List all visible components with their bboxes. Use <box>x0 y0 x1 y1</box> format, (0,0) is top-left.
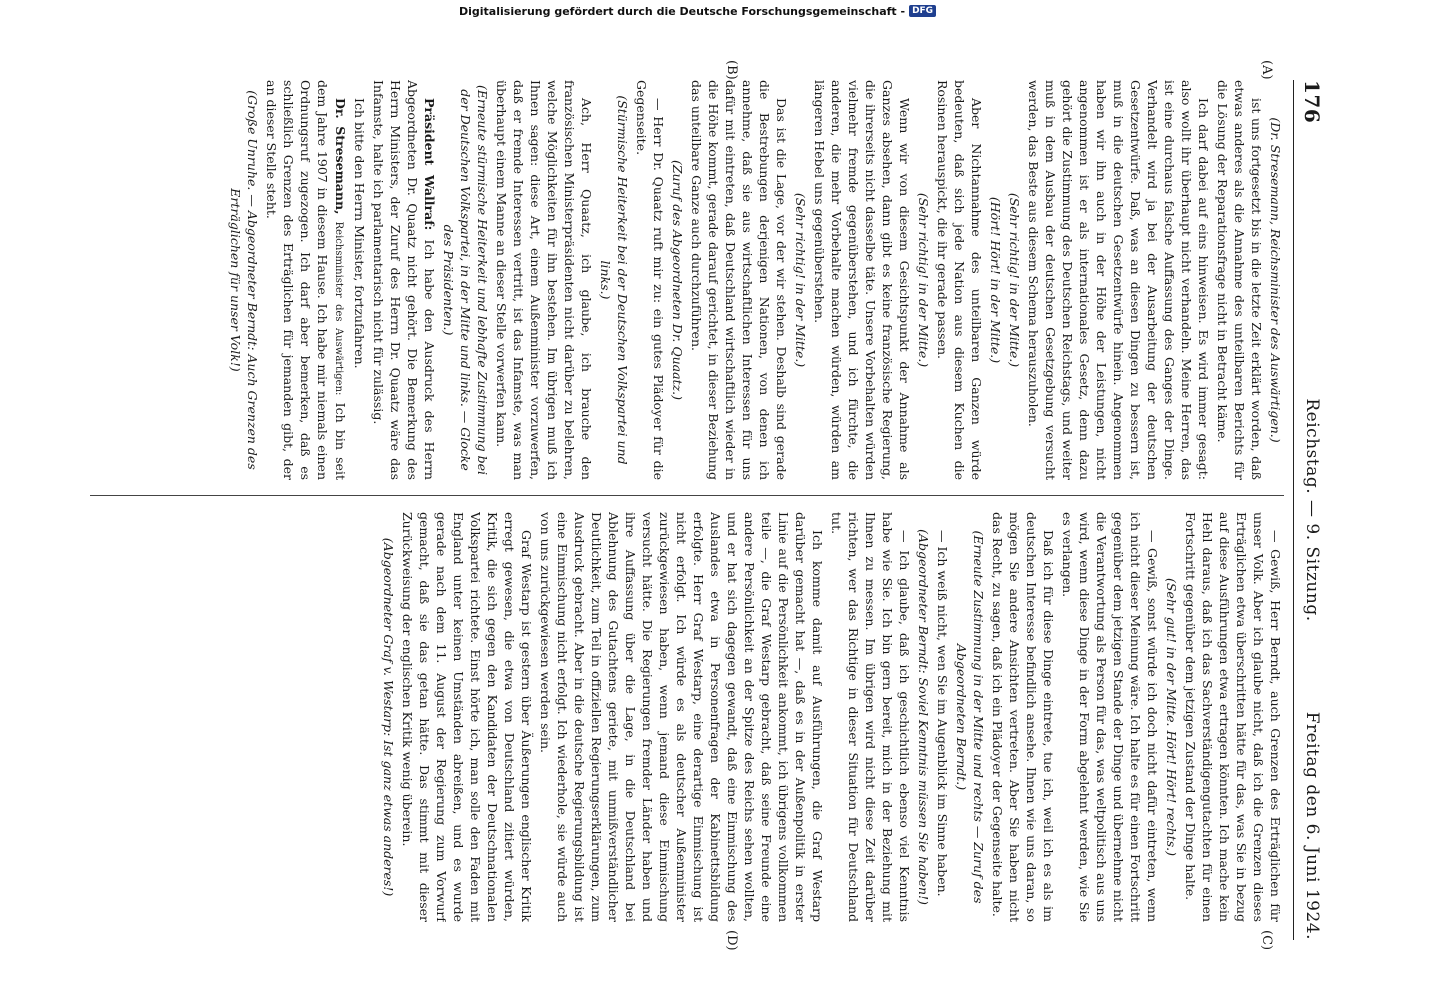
interjection: (Große Unruhe. — Abgeordneter Berndt: Auch Grenzen des Erträglichen für unser Volk!) <box>228 90 261 470</box>
paragraph: Graf Westarp ist gestern über Äußerungen englischer Kritik erregt gewesen, die etwa von Deutschland zitiert würden, Kritik, die sich gegen den Kandidaten der Deutschnationalen Volkspartei richtete. Einst hörte ich, man solle den Faden mit England unter keinen Umständen abreißen, und es wurde gerade nach dem 11. August der Regierung zum Vorwurf gemacht, daß sie das getan hätte. Das stimmt mit dieser Zurückweisung der englischen Kritik wenig überein. <box>400 512 534 922</box>
credit-text: Digitalisierung gefördert durch die Deutsche Forschungsgemeinschaft - <box>459 4 906 18</box>
interjection: (Sehr richtig! in der Mitte.) <box>916 192 931 368</box>
margin-marker-c: (C) <box>1259 930 1274 951</box>
paragraph: — Herr Dr. Quaatz ruft mir zu: ein gutes Plädoyer für die Gegenseite. <box>634 80 666 480</box>
paragraph: Das ist die Lage, vor der wir stehen. Deshalb sind gerade die Bestrebungen derjenigen Nationen, von denen ich annehme, daß sie aus wirtschaftlichen Interessen für uns dafür mit eintreten, daß Deutschland wirtschaftlich wieder in die Höhe kommt, gerade darauf gerichtet, in dieser Beziehung das unteilbare Ganze auch durchzuführen. <box>689 80 789 480</box>
interjection: (Erneute Zustimmung in der Mitte und rechts — Zuruf des Abgeordneten Berndt.) <box>954 530 986 904</box>
speaker-name: Präsident Wallraf: <box>422 98 437 231</box>
speech-text: Ich habe den Ausdruck des Herrn Abgeordneten Dr. Quaatz nicht gehört. Die Bemerkung des Herrn Ministers, der Zuruf des Herrn Dr. Quaatz wäre das Infamste, halte ich parlamentarisch nicht für zulässig. <box>371 80 437 480</box>
speaker-role: Reichsminister des Auswärtigen: <box>333 221 344 396</box>
paragraph: — Gewiß, Herr Berndt, auch Grenzen des Erträglichen für unser Volk. Aber ich glaube nicht, daß ich die Grenzen dieses Erträglichen etwa überschritten hätte für das, was Sie in bezug auf diese Ausführungen etwa ertragen könnten. Ich mache kein Hehl daraus, daß ich das Sachverständigengutachten für einen Fortschritt gegenüber dem jetzigen Zustand der Dinge halte. <box>1183 512 1283 922</box>
interjection: (Hört! Hört! in der Mitte.) <box>988 196 1003 364</box>
interjection: (Sehr richtig! in der Mitte.) <box>793 192 808 368</box>
speech-text: Ich bin seit dem Jahre 1907 in diesem Hause. Ich habe mir niemals einen Ordnungsruf zugezogen. Ich darf aber bemerken, daß es schließlich Grenzen des Erträglichen für jemanden gibt, der an dieser Stelle steht. <box>264 80 348 480</box>
digitization-credit <box>459 0 979 22</box>
interjection: (Dr. Stresemann, Reichsminister des Auswärtigen.) <box>1268 117 1283 443</box>
left-column <box>70 80 1284 480</box>
interjection: (Erneute stürmische Heiterkeit und lebhafte Zustimmung bei der Deutschen Volkspartei, in der Mitte und links. — Glocke des Präsidenten.) <box>441 84 490 476</box>
paragraph: Ich komme damit auf Ausführungen, die Graf Westarp darüber gemacht hat —, daß es in der Außenpolitik in erster Linie auf die Persönlichkeit ankommt, ich übrigens vollkommen teile —, die Graf Westarp gebracht, daß seine Freunde eine andere Persönlichkeit an der Spitze des Reichs sehen wollten, und er hat sich dagegen gewandt, daß eine Einmischung des Auslandes etwa in Personenfragen der Kabinettsbildung erfolgte. Herr Graf Westarp, eine derartige Einmischung ist nicht erfolgt. Ich würde es als deutscher Außenminister zurückgewiesen haben, wenn jemand diese Einmischung versucht hätte. Die Regierungen fremder Länder haben und ihre Auffassung über die Lage, in die Deutschland bei Ablehnung des Gutachtens geriete, mit unmißverständlicher Deutlichkeit, zum Teil in offiziellen Regierungserklärungen, zum Ausdruck gebracht. Aber in die deutsche Regierungsbildung ist eine Einmischung nicht erfolgt. Ich wiederhole, sie würde auch von uns zurückgewiesen werden sein. <box>538 512 825 922</box>
paragraph: Ich darf dabei auf eins hinweisen. Es wird immer gesagt: also wollt ihr überhaupt nicht verhandeln. Meine Herren, das ist eine durchaus falsche Auffassung des Ganges der Dinge. Verhandelt wird ja bei der Ausarbeitung der deutschen Gesetzentwürfe. Daß, was an diesen Dingen zu bessern ist, muß in die deutschen Gesetzentwürfe hinein. Angenommen haben wir ihn auch in der Höhe der Leistungen, nicht angenommen ist er als internationales Gesetz, denn dazu gehört die Zustimmung des Deutschen Reichstags, und weiter muß in dem Ausbau der deutschen Gesetzgebung versucht werden, das Beste aus diesem Schema herauszuholen. <box>1026 80 1211 480</box>
right-column <box>70 512 1284 922</box>
margin-marker-b: (B) <box>724 60 739 80</box>
paragraph: ist uns fortgesetzt bis in die letzte Zeit erklärt worden, daß etwas anderes als die Annahme des unteilbaren Berichts für die Lösung der Reparationsfrage nicht in Betracht käme. <box>1215 80 1264 480</box>
running-header <box>1294 80 1324 940</box>
speaker-paragraph <box>370 80 438 480</box>
interjection: (Stürmische Heiterkeit bei der Deutschen Volkspartei und links.) <box>598 95 630 465</box>
header-rule <box>1293 80 1294 940</box>
paragraph: Daß ich für diese Dinge eintrete, tue ich, weil ich es als im deutschen Interesse befindlich ansehe. Ihnen wie uns daran, so mögen Sie andere Ansichten vertreten. Aber Sie haben nicht das Recht, zu sagen, daß ich ein Plädoyer der Gegenseite halte. <box>990 512 1056 922</box>
header-title: Reichstag. — 9. Sitzung. <box>1302 398 1322 622</box>
column-divider <box>90 495 1284 496</box>
page-number: 176 <box>1300 80 1324 124</box>
interjection: (Zuruf des Abgeordneten Dr. Quaatz.) <box>670 159 685 401</box>
paragraph: — Gewiß, sonst würde ich doch nicht dafür eintreten, wenn ich nicht dieser Meinung wäre. Ich halte es für einen Fortschritt gegenüber dem jetzigen Stande der Dinge und übernehme nicht die Verantwortung als Person für das, was weltpolitisch aus uns wird, wenn diese Dinge in der Form abgelehnt werden, wie Sie es verlangen. <box>1060 512 1160 922</box>
paragraph: Ich bitte den Herrn Minister, fortzufahren. <box>352 98 367 369</box>
header-date: Freitag den 6. Juni 1924. <box>1302 711 1322 940</box>
interjection: (Sehr gut! in der Mitte. Hört! Hört! rechts.) <box>1164 577 1179 857</box>
paragraph: Ach, Herr Quaatz, ich glaube, ich brauche den französischen Ministerpräsidenten nicht darüber zu belehren, welche Möglichkeiten für ihn bestehen. Im übrigen muß ich Ihnen sagen: diese Art, einem Außenminister vorzuwerfen, daß er fremde Interessen vertritt, ist das Infamste, was man überhaupt einem Manne an dieser Stelle vorwerfen kann. <box>494 80 594 480</box>
dfg-logo-icon: DFG <box>909 5 936 17</box>
speaker-name: Dr. Stresemann, <box>333 98 348 215</box>
interjection: (Abgeordneter Berndt: Soviel Kenntnis müssen Sie haben!) <box>916 529 931 905</box>
margin-marker-d: (D) <box>724 930 739 951</box>
margin-marker-a: (A) <box>1259 60 1274 80</box>
speaker-paragraph <box>263 80 349 480</box>
paragraph: — Ich glaube, daß ich geschichtlich ebenso viel Kenntnis habe wie Sie. Ich bin gern bereit, mich in der Beziehung mit Ihnen zu messen. Im übrigen wird nicht diese Zeit darüber richten, wer das Richtige in dieser Situation für Deutschland tut. <box>829 512 912 922</box>
paragraph: Wenn wir von diesem Gesichtspunkt der Annahme als Ganzes absehen, dann gibt es keine französische Regierung, die ihrerseits nicht dasselbe täte. Unsere Vorbehalten würden vielmehr fremde gegenüberstehen, und ich fürchte, die anderen, die mehr Vorbehalte machen würden, würden am längeren Hebel uns gegenüberstehen. <box>812 80 912 480</box>
paragraph: — Ich weiß nicht, wen Sie im Augenblick im Sinne haben. <box>935 530 950 897</box>
interjection: (Abgeordneter Graf v. Westarp: Ist ganz etwas anderes!) <box>381 537 396 897</box>
paragraph: Aber Nichtannahme des unteilbaren Ganzen würde bedeuten, daß sich jede Nation aus diesem Kuchen die Rosinen herauspickt, die ihr gerade passen. <box>935 80 984 480</box>
interjection: (Sehr richtig! in der Mitte.) <box>1007 192 1022 368</box>
